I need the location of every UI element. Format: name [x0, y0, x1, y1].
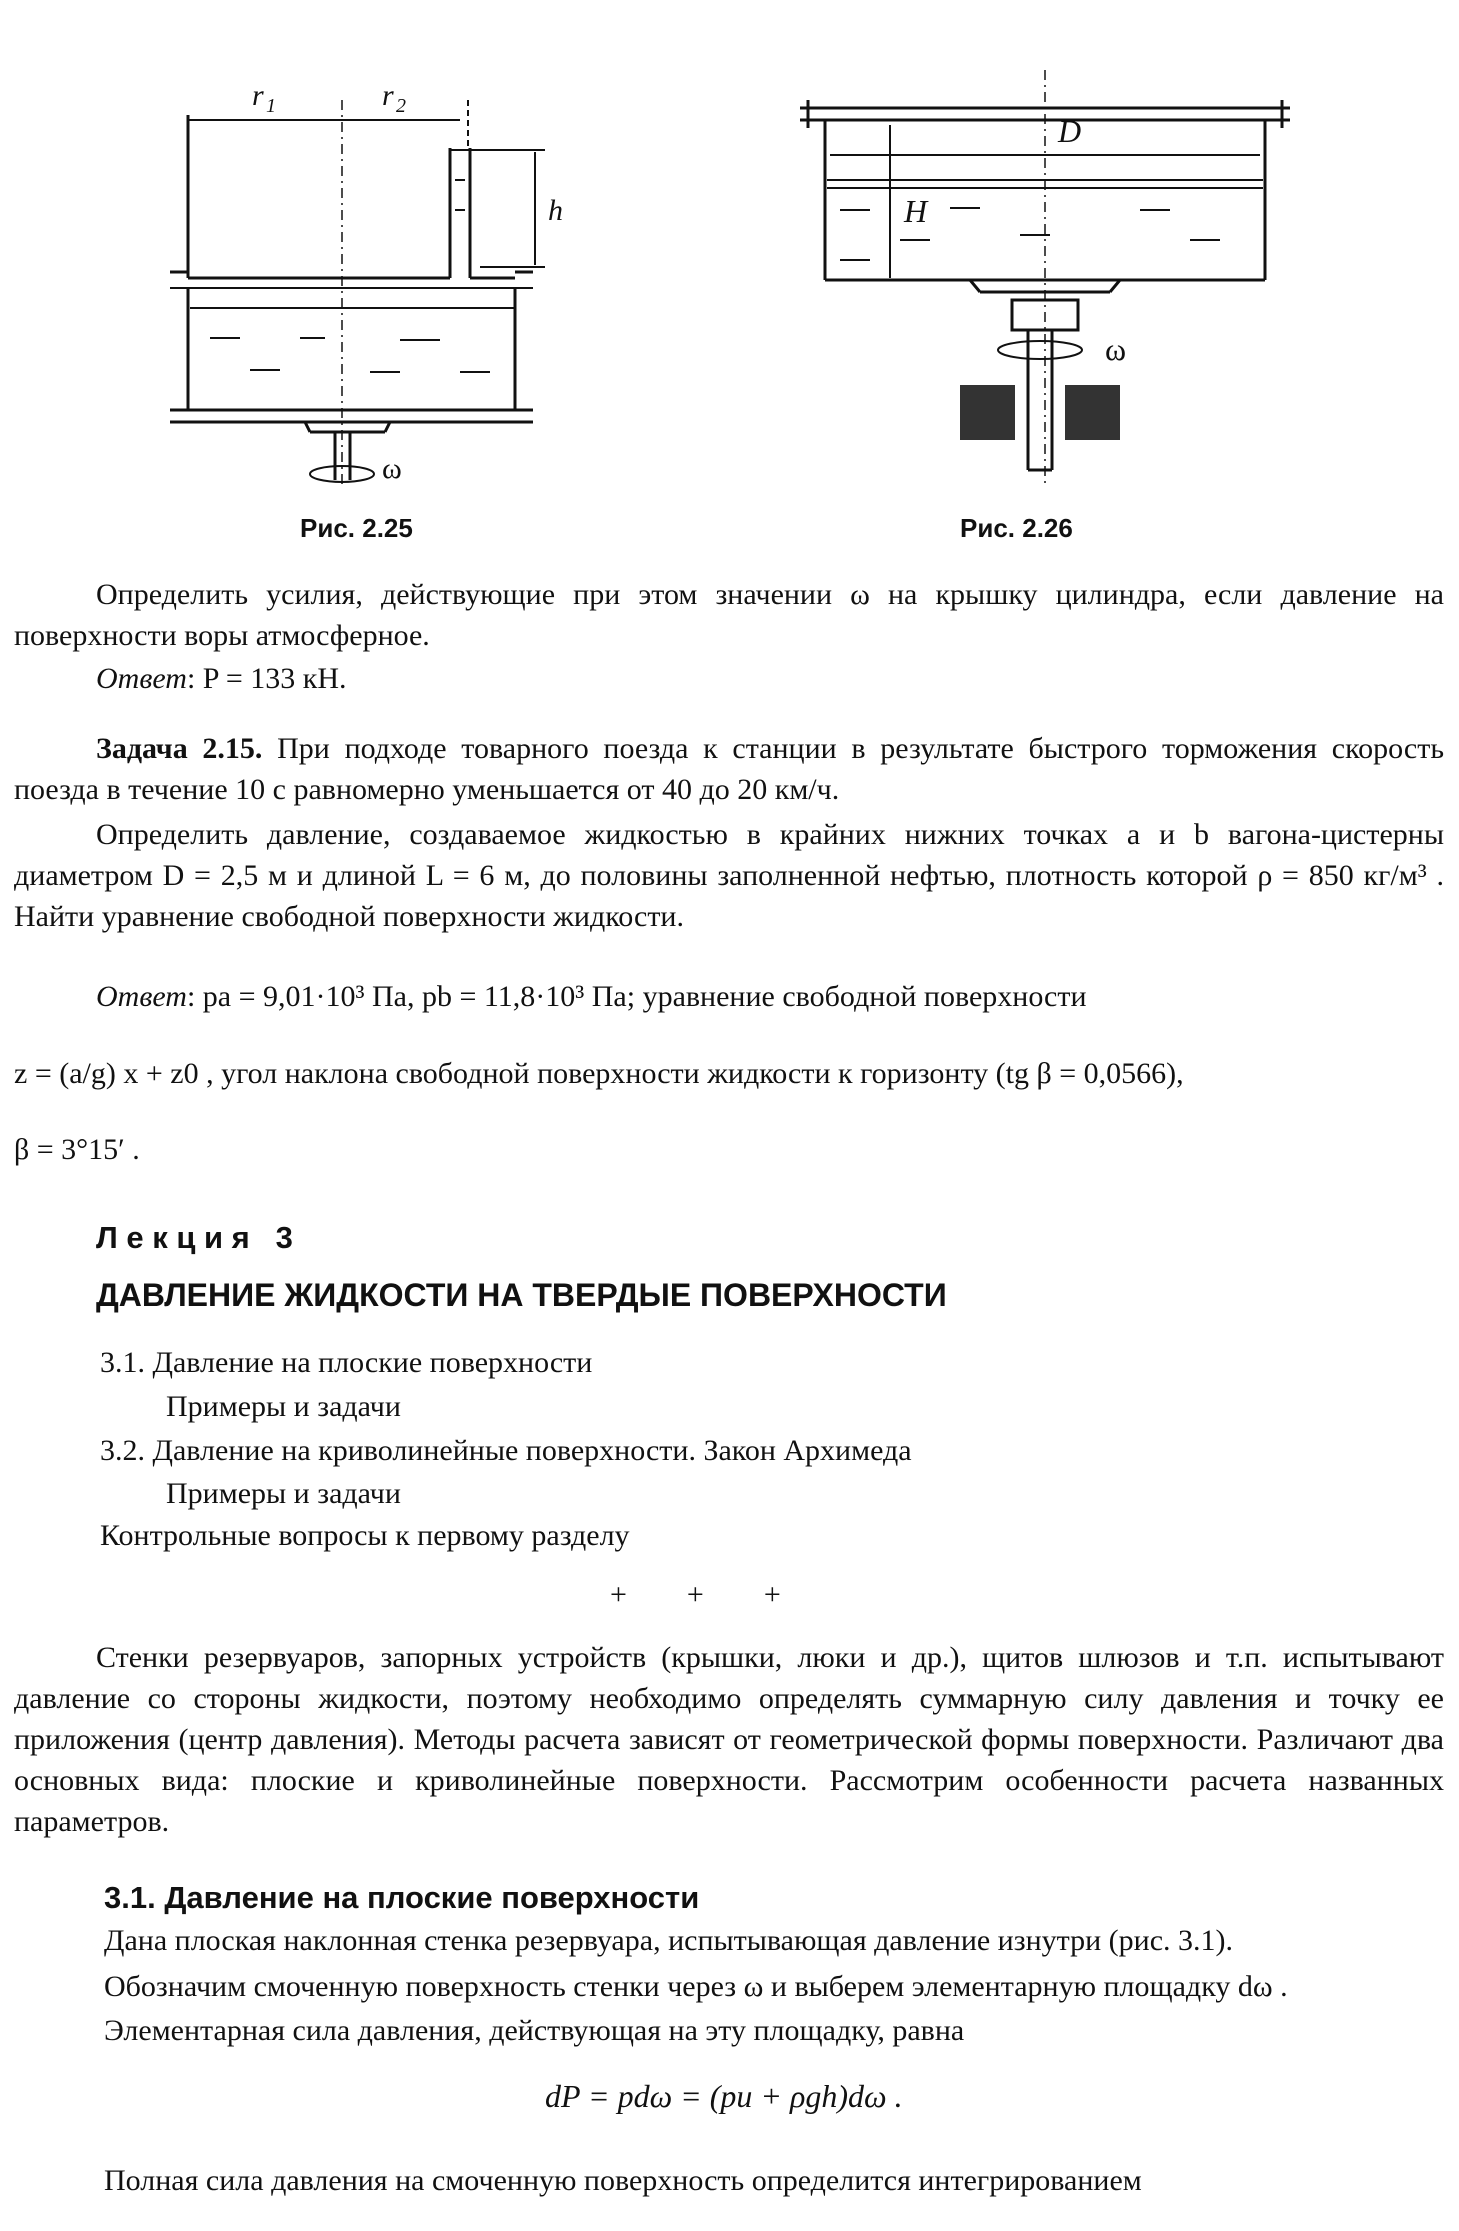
figure-2-25 — [150, 60, 570, 500]
caption-fig-2-25: Рис. 2.25 — [300, 513, 413, 543]
figure-2-26 — [790, 60, 1310, 490]
toc-item-2: Примеры и задачи — [166, 1390, 401, 1423]
section-3-1-line-1: Дана плоская наклонная стенка резервуара, испытывающая давление изнутри (рис. 3.1). — [104, 1924, 1234, 1957]
lecture-label: Л е к ц и я 3 — [96, 1220, 293, 1255]
separator: + + + — [610, 1578, 781, 1611]
task-2-15-answer-line-3: β = 3°15′ . — [14, 1133, 140, 1166]
section-3-1-line-4: Полная сила давления на смоченную поверхность определится интегрированием — [104, 2164, 1142, 2197]
label-omega-226: ω — [1105, 331, 1127, 367]
label-H: H — [904, 193, 928, 229]
section-3-1-line-3: Элементарная сила давления, действующая на эту площадку, равна — [104, 2014, 965, 2047]
caption-fig-2-26: Рис. 2.26 — [960, 513, 1073, 543]
task-label: Задача 2.15. — [96, 732, 263, 765]
toc-item-4: Примеры и задачи — [166, 1477, 401, 1510]
label-h: h — [548, 194, 563, 227]
answer-value: : P = 133 кН. — [186, 662, 347, 695]
answer-label-215: Ответ — [96, 980, 187, 1013]
task-2-15-answer-line-1 — [96, 980, 1087, 1014]
toc-item-5: Контрольные вопросы к первому разделу — [100, 1519, 630, 1552]
section-3-1-heading: 3.1. Давление на плоские поверхности — [104, 1880, 700, 1915]
lecture-intro: Стенки резервуаров, запорных устройств (крышки, люки и др.), щитов шлюзов и т.п. испытывают давление со стороны жидкости, поэтому необходимо определять суммарную силу давления и точку ее приложения (центр давления). Методы расчета зависят от геометрической формы поверхности. Различают два основных вида: плоские и криволинейные поверхности. Рассмотрим особенности расчета названных параметров. — [14, 1641, 1444, 1838]
toc-item-1: 3.1. Давление на плоские поверхности — [100, 1346, 593, 1379]
section-3-1-line-2: Обозначим смоченную поверхность стенки через ω и выберем элементарную площадку dω . — [104, 1970, 1288, 2003]
label-omega-225: ω — [382, 452, 402, 485]
task-text-1: При подходе товарного поезда к станции в результате быстрого торможения скорость поезда в течение 10 с равномерно уменьшается от 40 до 20 км/ч. — [14, 732, 1444, 806]
label-r2-sub: 2 — [396, 95, 406, 117]
label-r2: r — [382, 79, 394, 112]
formula-dP: dP = pdω = (pи + ρgh)dω . — [545, 2078, 903, 2114]
task-2-15-answer-line-2: z = (a/g) x + z0 , угол наклона свободной поверхности жидкости к горизонту (tg β = 0,0566), — [14, 1057, 1184, 1090]
task-2-14-answer — [96, 662, 347, 696]
task-2-15-question: Определить давление, создаваемое жидкостью в крайних нижних точках a и b вагона-цистерны диаметром D = 2,5 м и длиной L = 6 м, до половины заполненной нефтью, плотность которой ρ = 850 кг/м³ . Найти уравнение свободной поверхности жидкости. — [14, 818, 1444, 933]
lecture-title: ДАВЛЕНИЕ ЖИДКОСТИ НА ТВЕРДЫЕ ПОВЕРХНОСТИ — [96, 1277, 947, 1313]
label-r1: r — [252, 79, 264, 112]
task-2-14-text: Определить усилия, действующие при этом значении ω на крышку цилиндра, если давление на поверхности воры атмосферное. — [14, 578, 1444, 652]
answer-line-1: : pa = 9,01·10³ Па, pb = 11,8·10³ Па; уравнение свободной поверхности — [186, 980, 1087, 1013]
label-D: D — [1058, 113, 1082, 149]
answer-label: Ответ — [96, 662, 187, 695]
toc-item-3: 3.2. Давление на криволинейные поверхности. Закон Архимеда — [100, 1434, 912, 1467]
task-2-15-statement — [14, 728, 1444, 810]
label-r1-sub: 1 — [266, 95, 276, 117]
